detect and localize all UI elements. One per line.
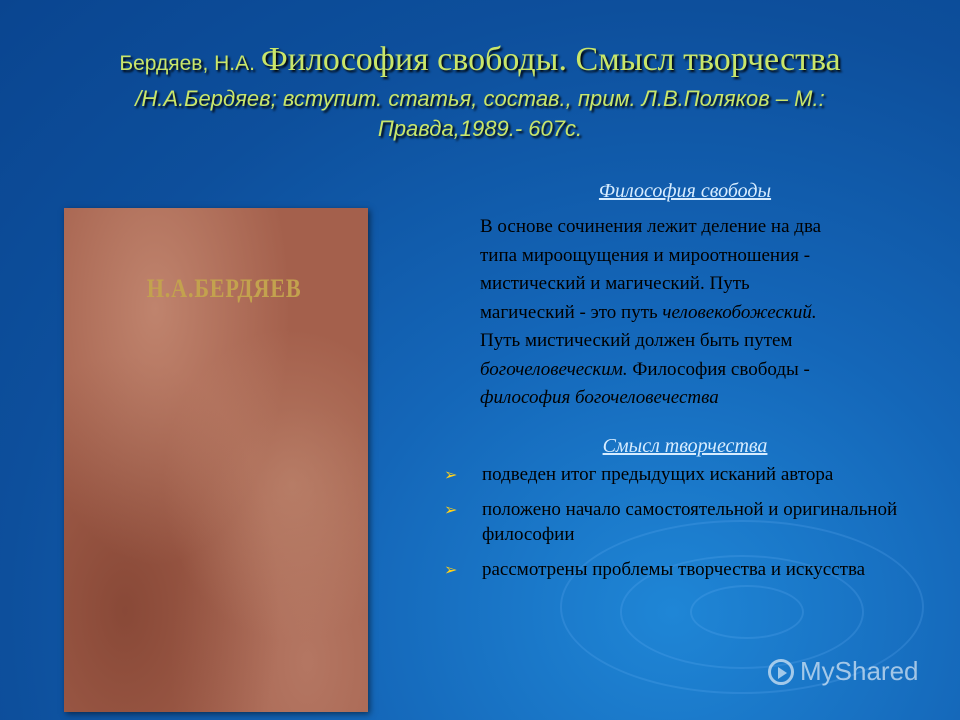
ripple — [690, 585, 804, 639]
paragraph-line — [480, 356, 920, 385]
paragraph-text: Философия свободы - — [627, 358, 810, 380]
watermark — [768, 656, 919, 687]
paragraph-line — [480, 384, 920, 413]
book-title: Философия свободы. Смысл творчества — [260, 41, 841, 78]
book-cover-image — [64, 208, 368, 712]
header-subtitle-1: /Н.А.Бердяев; вступит. статья, состав., прим. Л.В.Поляков – М.: — [135, 86, 825, 111]
header-line-1 — [10, 40, 950, 84]
paragraph-text: магический - это путь — [480, 301, 663, 323]
chevron-right-icon: ➢ — [444, 464, 458, 484]
list-item — [444, 462, 940, 487]
author: Бердяев, Н.А. — [119, 52, 255, 75]
paragraph-line: Путь мистический должен быть путем — [480, 330, 793, 351]
paragraph-italic: человекобожеский. — [662, 301, 817, 323]
paragraph-italic: философия богочеловечества — [480, 387, 719, 408]
chevron-right-icon: ➢ — [444, 499, 458, 519]
header-subtitle-2: Правда,1989.- 607с. — [377, 116, 583, 141]
list-item — [444, 557, 940, 582]
paragraph-italic: богочеловеческим. — [480, 358, 628, 380]
paragraph-line: типа мироощущения и мироотношения - — [480, 244, 811, 266]
chevron-right-icon: ➢ — [444, 559, 458, 579]
slide-header — [10, 40, 950, 144]
list-item — [444, 497, 940, 547]
content-area — [444, 180, 940, 592]
book-cover-title: Н.А.БЕРДЯЕВ — [146, 274, 302, 303]
watermark-text: MyShared — [800, 656, 919, 686]
section-paragraph — [480, 213, 920, 413]
section-heading-philosophy-of-freedom: Философия свободы — [598, 180, 772, 202]
paragraph-line: В основе сочинения лежит деление на два — [480, 216, 822, 237]
list-item-text: положено начало самостоятельной и оригинальной философии — [482, 498, 898, 545]
paragraph-line — [480, 299, 920, 328]
list-item-text: рассмотрены проблемы творчества и искусства — [482, 558, 866, 580]
play-icon — [768, 659, 794, 685]
section-heading-meaning-of-creativity: Смысл творчества — [602, 434, 768, 457]
bullet-list — [444, 462, 940, 582]
list-item-text: подведен итог предыдущих исканий автора — [482, 463, 834, 485]
paragraph-line: мистический и магический. Путь — [480, 273, 750, 294]
